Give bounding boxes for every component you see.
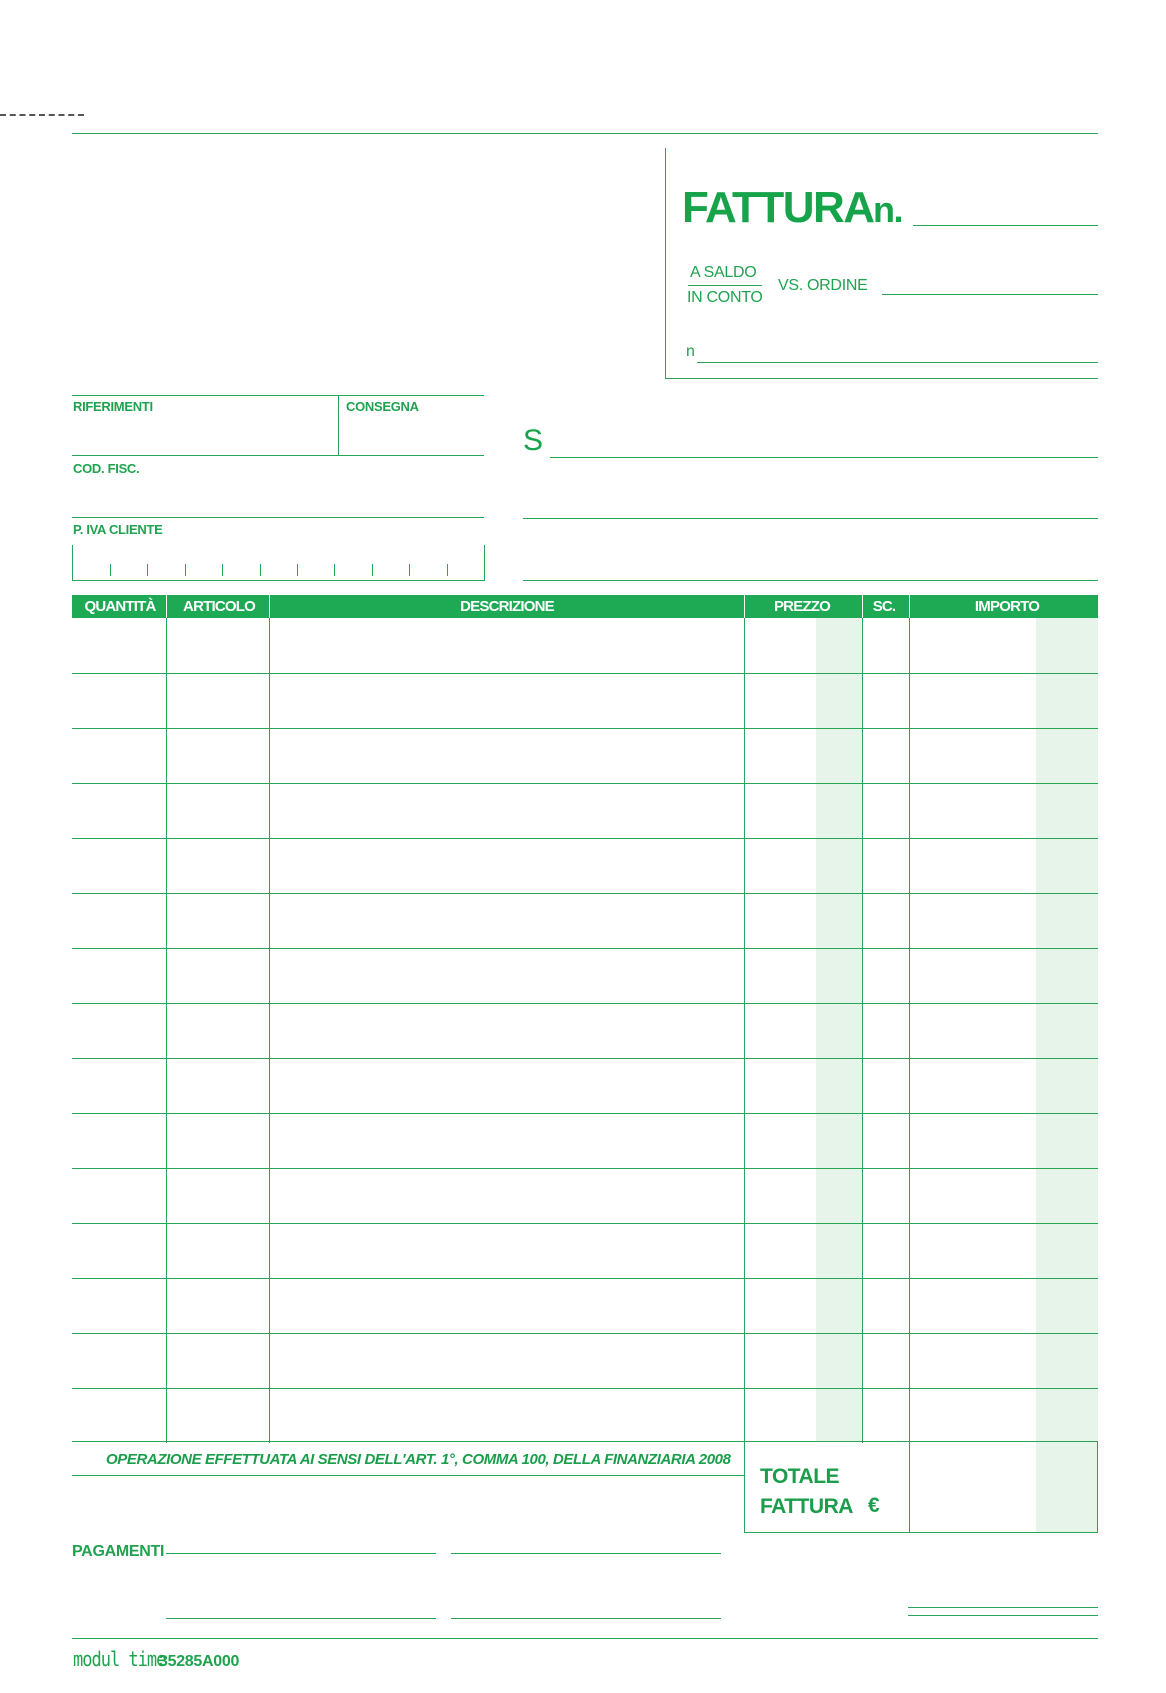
- p-iva-tick: [147, 564, 148, 576]
- consegna-label: CONSEGNA: [346, 399, 419, 414]
- header-sc: SC.: [872, 598, 896, 615]
- p-iva-tick: [297, 564, 298, 576]
- column-separator: [862, 618, 863, 1443]
- in-conto-label: IN CONTO: [687, 289, 763, 306]
- header-importo: IMPORTO: [974, 598, 1040, 615]
- brand-logo: modul time: [73, 1648, 166, 1672]
- totale-box-right: [1097, 1441, 1098, 1533]
- recipient-line-1[interactable]: [550, 457, 1098, 458]
- column-separator: [166, 618, 167, 1443]
- column-separator: [269, 618, 270, 1443]
- perforation-line: [0, 114, 84, 116]
- table-row[interactable]: [72, 838, 1098, 893]
- header-sep: [166, 595, 167, 618]
- bottom-rule: [72, 1638, 1098, 1639]
- totale-box-bottom: [744, 1532, 1098, 1533]
- p-iva-tick: [185, 564, 186, 576]
- pagamenti-field-1[interactable]: [166, 1553, 436, 1554]
- cod-fisc-label: COD. FISC.: [73, 461, 140, 476]
- header-sep: [909, 595, 910, 618]
- table-row[interactable]: [72, 1278, 1098, 1333]
- header-articolo: ARTICOLO: [183, 598, 255, 615]
- table-row[interactable]: [72, 673, 1098, 728]
- p-iva-tick: [334, 564, 335, 576]
- invoice-number-label: n.: [873, 189, 902, 230]
- signature-line-1[interactable]: [908, 1607, 1098, 1608]
- top-rule: [72, 133, 1098, 134]
- form-code: 35285A000: [159, 1653, 240, 1670]
- table-row[interactable]: [72, 948, 1098, 1003]
- table-row[interactable]: [72, 893, 1098, 948]
- legal-note: OPERAZIONE EFFETTUATA AI SENSI DELL'ART. 1°, COMMA 100, DELLA FINANZIARIA 2008: [106, 1451, 731, 1468]
- header-divider: [665, 148, 666, 378]
- ref-divider: [338, 395, 339, 456]
- recipient-line-2[interactable]: [523, 518, 1098, 519]
- table-row[interactable]: [72, 618, 1098, 673]
- p-iva-tick: [222, 564, 223, 576]
- pagamenti-label: PAGAMENTI: [72, 1543, 165, 1560]
- sender-area[interactable]: [72, 140, 662, 375]
- p-iva-tick: [447, 564, 448, 576]
- totale-box-left: [744, 1441, 745, 1533]
- table-header: [72, 595, 1098, 618]
- table-row[interactable]: [72, 728, 1098, 783]
- totale-label: TOTALE: [760, 1465, 840, 1488]
- pagamenti-field-3[interactable]: [166, 1618, 436, 1619]
- table-row[interactable]: [72, 1168, 1098, 1223]
- s-label: S: [523, 424, 544, 457]
- table-row[interactable]: [72, 783, 1098, 838]
- header-descrizione: DESCRIZIONE: [460, 598, 554, 615]
- table-row[interactable]: [72, 1223, 1098, 1278]
- table-row[interactable]: [72, 1003, 1098, 1058]
- table-row[interactable]: [72, 1388, 1098, 1443]
- riferimenti-label: RIFERIMENTI: [73, 399, 153, 414]
- riferimenti-field[interactable]: [72, 455, 484, 456]
- p-iva-tick: [409, 564, 410, 576]
- p-iva-tick: [260, 564, 261, 576]
- p-iva-label: P. IVA CLIENTE: [73, 522, 163, 537]
- pagamenti-field-4[interactable]: [451, 1618, 721, 1619]
- column-separator: [909, 618, 910, 1443]
- table-row[interactable]: [72, 1113, 1098, 1168]
- header-sep: [744, 595, 745, 618]
- signature-line-2[interactable]: [908, 1615, 1098, 1616]
- table-row[interactable]: [72, 1333, 1098, 1388]
- a-saldo-label: A SALDO: [690, 264, 757, 281]
- header-sep: [862, 595, 863, 618]
- header-sep: [269, 595, 270, 618]
- recipient-line-3[interactable]: [523, 580, 1098, 581]
- ref-top-rule: [72, 395, 484, 396]
- vs-ordine-field[interactable]: [882, 294, 1098, 295]
- fattura-label: FATTURA: [760, 1495, 853, 1518]
- header-prezzo: PREZZO: [773, 598, 831, 615]
- header-quantita: QUANTITÀ: [84, 598, 156, 615]
- p-iva-field[interactable]: [72, 545, 485, 581]
- table-row[interactable]: [72, 1058, 1098, 1113]
- column-separator: [744, 618, 745, 1443]
- header-bottom-rule: [665, 378, 1098, 379]
- p-iva-tick: [110, 564, 111, 576]
- n-small-label: n: [686, 343, 695, 360]
- pagamenti-field-2[interactable]: [451, 1553, 721, 1554]
- legal-note-rule: [72, 1475, 744, 1476]
- cod-fisc-field[interactable]: [72, 517, 484, 518]
- euro-symbol: €: [868, 1494, 880, 1517]
- invoice-title: FATTURA: [682, 183, 874, 232]
- a-saldo-fraction-line: [688, 285, 762, 286]
- order-n-field[interactable]: [697, 362, 1098, 363]
- invoice-number-field[interactable]: [913, 225, 1098, 226]
- p-iva-tick: [372, 564, 373, 576]
- vs-ordine-label: VS. ORDINE: [778, 277, 868, 294]
- totale-value[interactable]: [910, 1442, 1097, 1532]
